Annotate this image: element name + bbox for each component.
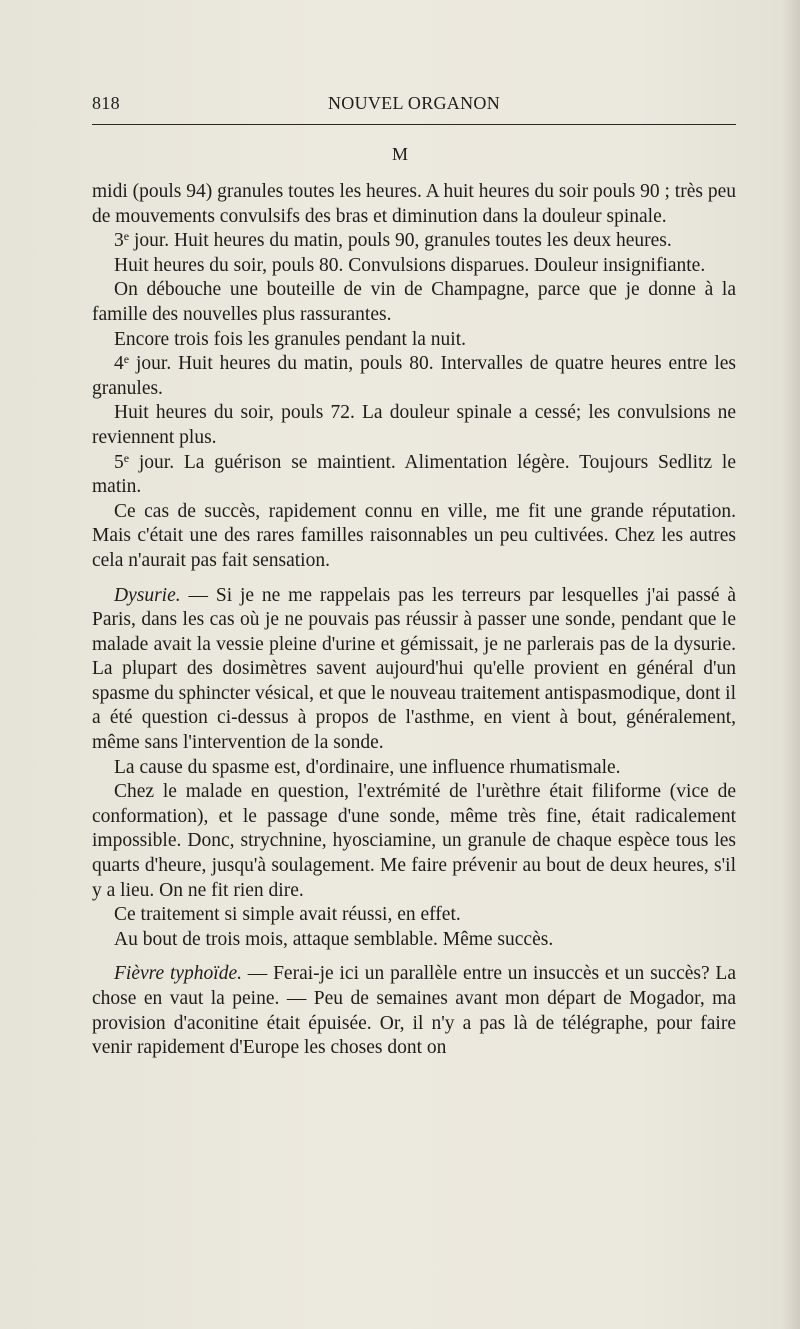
ordinal-suffix: e [123,229,130,244]
paragraph-text: jour. Huit heures du matin, pouls 90, granules toutes les deux heures. [129,230,672,252]
paragraph: On débouche une bouteille de vin de Champagne, parce que je donne à la famille des nouvelles plus rassurantes. [92,279,736,325]
ordinal-suffix: e [123,352,130,367]
paragraph: Au bout de trois mois, attaque semblable. Même succès. [114,928,554,950]
body-text [92,180,736,1061]
page-number: 818 [92,93,120,113]
paragraph: La cause du spasme est, d'ordinaire, une influence rhumatismale. [114,756,621,778]
paragraph-text: jour. Huit heures du matin, pouls 80. Intervalles de quatre heures entre les granules. [92,353,736,399]
running-header [92,93,736,119]
day-number: 5 [114,451,124,473]
paragraph [92,584,736,756]
paragraph: Ce cas de succès, rapidement connu en ville, me fit une grande réputation. Mais c'était une des rares familles raisonnables un peu cultivées. Chez les autres cela n'aurait pas fait sensation. [92,500,736,571]
page-edge-shadow [782,0,800,1329]
day-number: 3 [114,230,124,252]
section-heading: Dysurie. [114,584,181,606]
paragraph: Huit heures du soir, pouls 80. Convulsions disparues. Douleur insignifiante. [114,254,706,276]
paragraph-text: — Ferai-je ici un parallèle entre un insuccès et un succès? La chose en vaut la peine. — Peu de semaines avant mon départ de Mogador, ma provision d'aconitine était épuisée. Or, il n'y a pas là de télégraphe, pour faire venir rapidement d'Europe les choses dont on [92,963,736,1059]
day-number: 4 [114,353,124,375]
paragraph: midi (pouls 94) granules toutes les heures. A huit heures du soir pouls 90 ; très peu de mouvements convulsifs des bras et diminution dans la douleur spinale. [92,181,736,227]
section-heading: Fièvre typhoïde. [114,963,242,985]
paragraph-text: jour. La guérison se maintient. Alimentation légère. Toujours Sedlitz le matin. [92,451,736,498]
signature-mark: M [391,144,408,164]
paragraph: Ce traitement si simple avait réussi, en effet. [114,904,461,926]
header-rule [92,124,736,125]
paragraph [92,229,736,254]
paragraph [92,352,736,401]
paragraph [92,451,736,500]
running-title: NOUVEL ORGANON [327,93,501,113]
paragraph: Chez le malade en question, l'extrémité de l'urèthre était filiforme (vice de conformation), et le passage d'une sonde, même très fine, était radicalement impossible. Donc, strychnine, hyosciamine, un granule de chaque espèce tous les quarts d'heure, jusqu'à soulagement. Me faire prévenir au bout de deux heures, s'il y a lieu. On ne fit rien dire. [92,781,736,901]
ordinal-suffix: e [123,450,130,465]
paragraph: Huit heures du soir, pouls 72. La douleur spinale a cessé; les convulsions ne reviennent plus. [92,402,736,448]
paragraph: Encore trois fois les granules pendant la nuit. [114,328,466,350]
paragraph [92,962,736,1060]
paragraph-text: — Si je ne me rappelais pas les terreurs par lesquelles j'ai passé à Paris, dans les cas où je ne pouvais pas réussir à passer une sonde, pendant que le malade avait la vessie pleine d'urine et gémissait, je ne parlerais pas de la dysurie. La plupart des dosimètres savent aujourd'hui qu'elle provient en général d'un spasme du sphincter vésical, et que le nouveau traitement antispasmodique, dont il a été question ci-dessus à propos de l'asthme, en vient à bout, généralement, même sans l'intervention de la sonde. [92,584,736,754]
